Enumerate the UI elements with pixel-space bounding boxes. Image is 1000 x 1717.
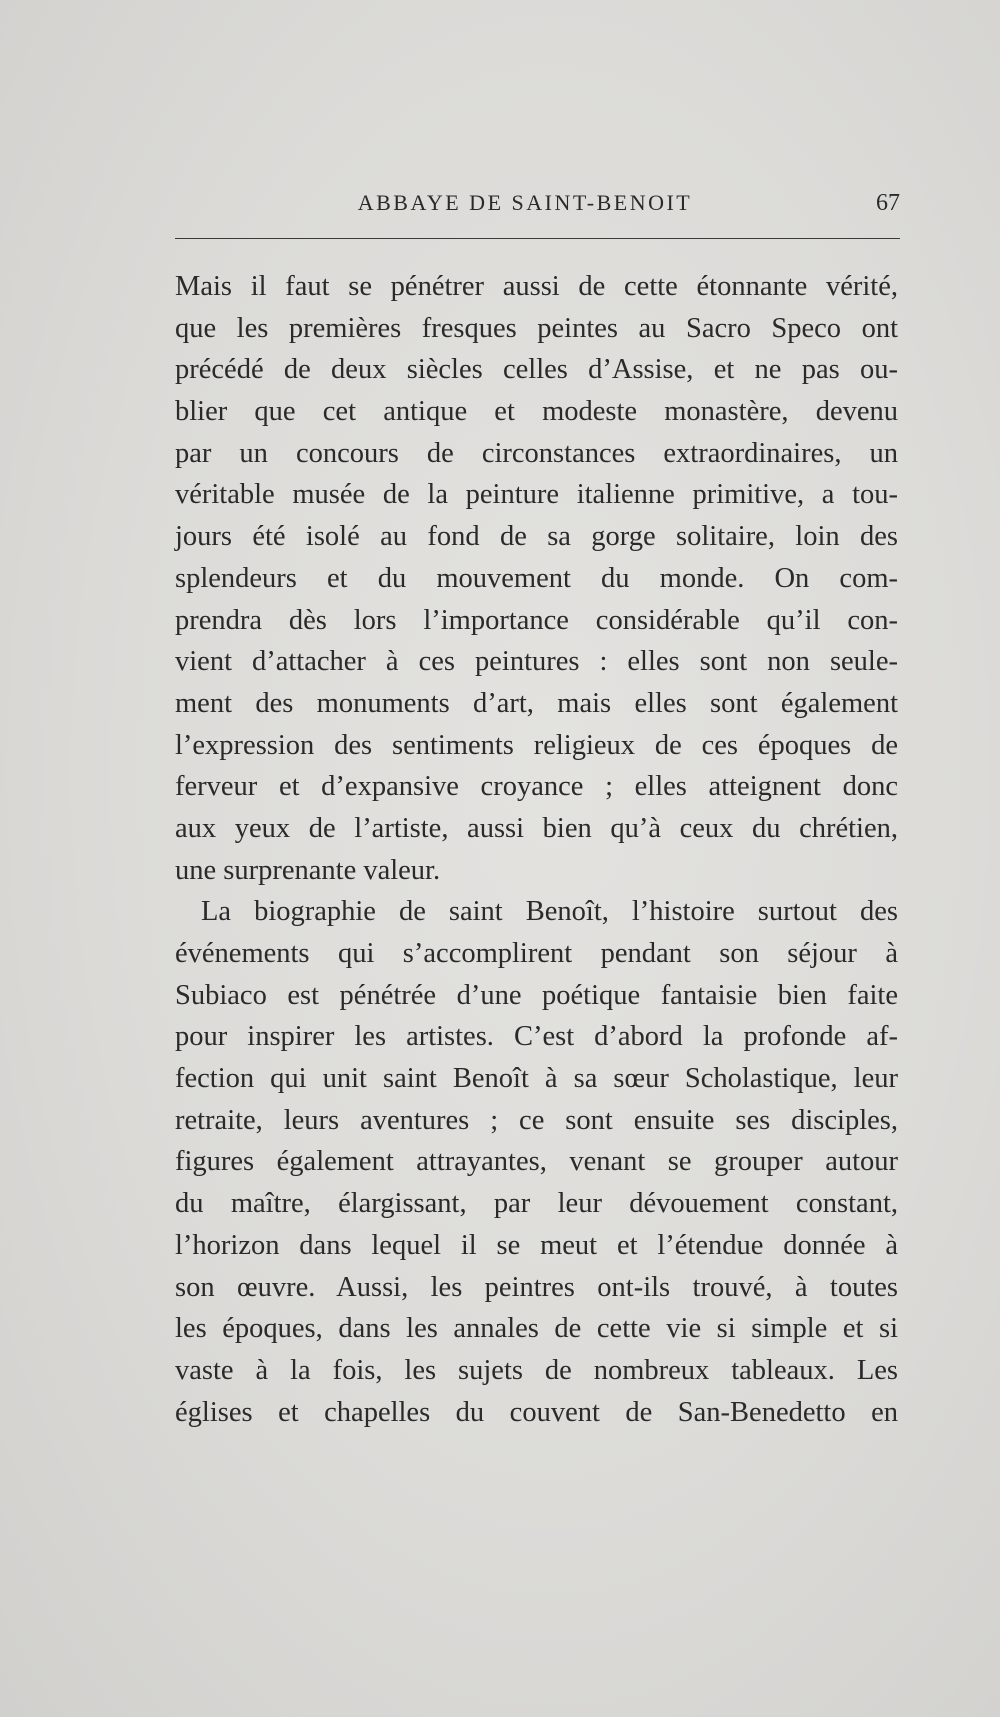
- header-rule: [175, 238, 900, 239]
- text-line: par un concours de circonstances extraordinaires, un: [175, 437, 898, 469]
- text-line: vient d’attacher à ces peintures : elles sont non seule-: [175, 646, 898, 678]
- text-line: vaste à la fois, les sujets de nombreux tableaux. Les: [175, 1354, 898, 1386]
- paragraph-2: [175, 891, 898, 1433]
- text-line: Subiaco est pénétrée d’une poétique fantaisie bien faite: [175, 979, 898, 1011]
- text-line: précédé de deux siècles celles d’Assise, et ne pas ou-: [175, 354, 898, 386]
- text-line: ment des monuments d’art, mais elles sont également: [175, 687, 898, 719]
- text-line: églises et chapelles du couvent de San-Benedetto en: [175, 1396, 898, 1428]
- paragraph-1: [175, 266, 898, 891]
- text-line: fection qui unit saint Benoît à sa sœur Scholastique, leur: [175, 1063, 898, 1095]
- text-line: que les premières fresques peintes au Sacro Speco ont: [175, 312, 898, 344]
- text-line: pour inspirer les artistes. C’est d’abord la profonde af-: [175, 1021, 898, 1053]
- text-line: blier que cet antique et modeste monastère, devenu: [175, 396, 898, 428]
- text-line: prendra dès lors l’importance considérable qu’il con-: [175, 604, 898, 636]
- text-line: véritable musée de la peinture italienne primitive, a tou-: [175, 479, 898, 511]
- running-head-title: ABBAYE DE SAINT-BENOIT: [357, 190, 693, 215]
- text-line: l’expression des sentiments religieux de ces époques de: [175, 729, 898, 761]
- page-number: 67: [876, 190, 900, 216]
- text-line: jours été isolé au fond de sa gorge solitaire, loin des: [175, 521, 898, 553]
- text-line: son œuvre. Aussi, les peintres ont-ils trouvé, à toutes: [175, 1271, 898, 1303]
- text-line: Mais il faut se pénétrer aussi de cette étonnante vérité,: [175, 271, 898, 302]
- text-line: splendeurs et du mouvement du monde. On com-: [175, 562, 898, 594]
- text-line: du maître, élargissant, par leur dévouement constant,: [175, 1188, 898, 1220]
- text-line: figures également attrayantes, venant se grouper autour: [175, 1146, 898, 1178]
- text-line: événements qui s’accomplirent pendant son séjour à: [175, 938, 898, 969]
- body-text: [175, 266, 898, 1433]
- text-line: une surprenante valeur.: [175, 854, 441, 886]
- text-line: l’horizon dans lequel il se meut et l’étendue donnée à: [175, 1229, 898, 1261]
- text-line: ferveur et d’expansive croyance ; elles atteignent donc: [175, 771, 898, 803]
- text-line: les époques, dans les annales de cette vie si simple et si: [175, 1313, 898, 1345]
- text-line: La biographie de saint Benoît, l’histoire surtout des: [201, 896, 898, 928]
- running-head: [175, 188, 900, 218]
- text-line: aux yeux de l’artiste, aussi bien qu’à ceux du chrétien,: [175, 812, 898, 844]
- text-line: retraite, leurs aventures ; ce sont ensuite ses disciples,: [175, 1104, 898, 1136]
